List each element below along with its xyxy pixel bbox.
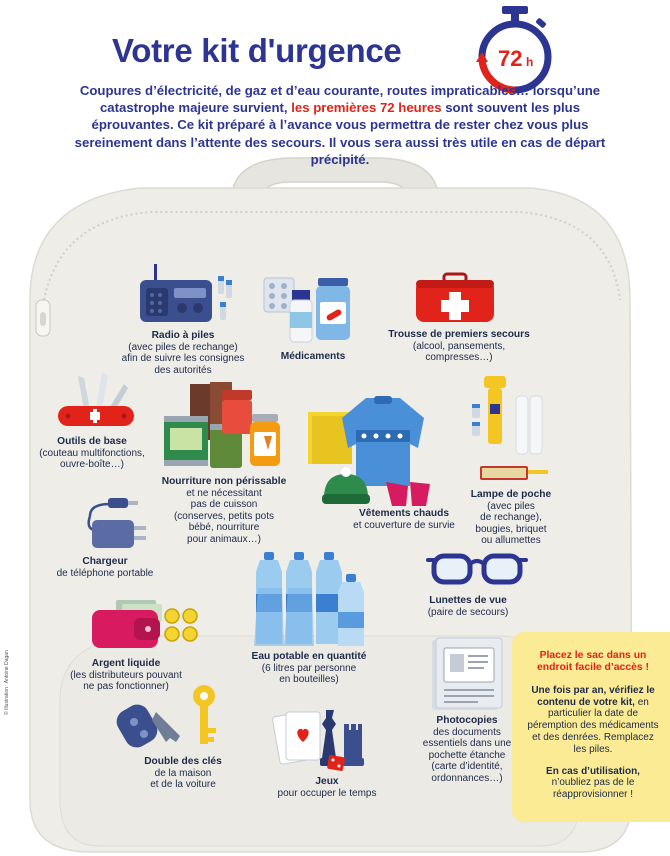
games-icon: [270, 700, 370, 772]
label-photocopies: Photocopies des documents essentiels dans une pochette étanche (carte d’identité, ordonnances…): [422, 715, 512, 784]
page-title: Votre kit d'urgence: [112, 32, 402, 69]
label-vetements: Vêtements chauds et couverture de survie: [353, 508, 455, 531]
timer-label: 72: [498, 46, 523, 71]
wallet-cash-icon: [88, 598, 202, 652]
label-outils: Outils de base (couteau multifonctions, ouvre-boîte…): [39, 436, 145, 471]
label-cles: Double des clés de la maison et de la voiture: [144, 756, 222, 791]
note-headline: Placez le sac dans un endroit facile d’accès !: [536, 650, 650, 674]
multitool-knife-icon: [50, 370, 140, 434]
food-cans-icon: [160, 380, 286, 470]
intro-part2: sont souvent les plus éprouvantes. Ce kit préparé à l’avance vous permettra de rester chez vous plus sereinement dans l’attente des secours. Il vous sera aussi très utile en cas de départ précipité.: [74, 100, 606, 167]
label-radio: Radio à piles (avec piles de rechange) afin de suivre les consignes des autorités: [121, 330, 245, 376]
reminder-note: [512, 632, 670, 822]
label-eau: Eau potable en quantité (6 litres par personne en bouteilles): [251, 651, 367, 686]
label-medicaments: Médicaments: [280, 351, 346, 362]
label-chargeur: Chargeur de téléphone portable: [56, 556, 154, 579]
zipper-icon: [36, 300, 50, 336]
phone-charger-icon: [70, 494, 156, 552]
glasses-icon: [426, 552, 528, 586]
warm-clothes-icon: [306, 390, 444, 508]
note-paragraph-2: En cas d’utilisation, n’oubliez pas de le réapprovisionner !: [546, 765, 640, 801]
radio-icon: [136, 262, 236, 324]
intro-text: [60, 82, 620, 168]
water-bottles-icon: [248, 552, 372, 648]
label-lunettes: Lunettes de vue (paire de secours): [427, 595, 509, 618]
label-nourriture: Nourriture non périssable et ne nécessitant pas de cuisson (conserves, petits pots bébé, nourriture pour animaux…): [161, 476, 287, 545]
svg-text:h: h: [526, 55, 534, 69]
medicine-icon: [262, 272, 358, 344]
keys-icon: [110, 682, 226, 750]
illustration-credit: © Illustration : Antoine Dagan: [4, 650, 10, 715]
intro-part1: Coupures d’électricité, de gaz et d’eau courante, routes impraticables… lorsqu’une catastrophe majeure survient,: [79, 83, 601, 116]
first-aid-kit-icon: [414, 272, 496, 324]
flashlight-icon: [470, 374, 552, 486]
note-paragraph-1: Une fois par an, vérifiez le contenu de votre kit, en particulier la date de péremption des médicaments et des denrées. Remplacez les piles.: [527, 684, 659, 755]
label-lampe: Lampe de poche (avec piles de rechange), bougies, briquet ou allumettes: [470, 489, 552, 547]
label-jeux: Jeux pour occuper le temps: [277, 776, 377, 799]
label-trousse: Trousse de premiers secours (alcool, pansements, compresses…): [388, 329, 530, 364]
label-argent: Argent liquide (les distributeurs pouvant ne pas fonctionner): [70, 658, 182, 693]
documents-icon: [428, 636, 508, 714]
intro-highlight: les premières 72 heures: [291, 100, 442, 116]
